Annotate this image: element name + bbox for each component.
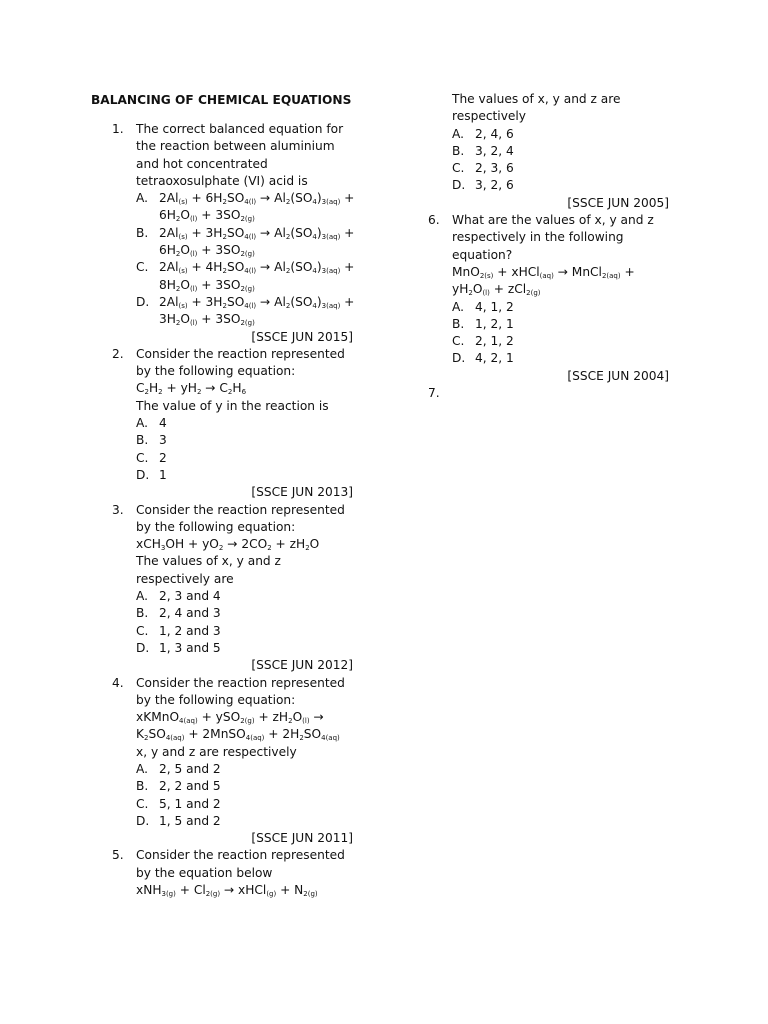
question-stem: Consider the reaction represented xyxy=(136,675,345,690)
option-a xyxy=(136,415,362,432)
question-stem: tetraoxosulphate (VI) acid is xyxy=(136,173,308,188)
option-text: 1, 2 and 3 xyxy=(159,623,221,638)
question-equation-continued: $K_2SO_{4(aq)}$ + 2MnSO$_{4(aq)}$ + $2H_2SO_{4(aq)}$ xyxy=(136,727,340,743)
question-number: 3. xyxy=(112,502,124,517)
right-column xyxy=(428,91,678,402)
option-letter: C. xyxy=(452,161,465,176)
question-equation-continued: $yH_2O_{(l)} + zCl_{2(g)}$ xyxy=(452,282,541,298)
option-letter: A. xyxy=(452,299,464,314)
option-text: 2, 2 and 5 xyxy=(159,779,221,794)
question-number: 1. xyxy=(112,122,124,136)
option-letter: B. xyxy=(452,316,465,331)
question-prompt: The values of x, y and z are xyxy=(452,92,621,106)
option-letter: D. xyxy=(136,640,150,655)
question-stem: equation? xyxy=(452,247,513,262)
option-text: 2, 1, 2 xyxy=(475,334,514,349)
question-prompt: x, y and z are respectively xyxy=(136,744,297,759)
question-equation: $C_2H_2 + yH_2 \to C_2H_6$ xyxy=(136,381,247,397)
exam-source: [SSCE JUN 2013] xyxy=(251,485,353,500)
option-a xyxy=(136,588,362,605)
option-text: 2, 3, 6 xyxy=(475,161,514,176)
question-6 xyxy=(428,212,678,385)
exam-source: [SSCE JUN 2011] xyxy=(251,831,353,846)
option-letter: D. xyxy=(452,351,466,366)
option-text: 1, 3 and 5 xyxy=(159,640,221,655)
option-equation-continued: $6H_2O_{(l)} + 3SO_{2(g)}$ xyxy=(159,208,255,224)
question-3 xyxy=(112,502,362,675)
question-5-continued xyxy=(428,91,678,212)
option-c xyxy=(452,333,678,350)
option-letter: A. xyxy=(136,761,148,776)
question-equation: $xNH_{3(g)} + Cl_{2(g)}$ → xHCl$_{(g)}$ + $N_{2(g)}$ xyxy=(136,883,318,899)
page-title: BALANCING OF CHEMICAL EQUATIONS xyxy=(91,93,352,107)
option-a xyxy=(452,126,678,143)
option-text: 3, 2, 4 xyxy=(475,143,514,158)
option-d xyxy=(136,813,362,830)
option-equation-continued: $8H_2O_{(l)} + 3SO_{2(g)}$ xyxy=(159,277,255,293)
question-stem: by the following equation: xyxy=(136,519,296,534)
option-c xyxy=(452,160,678,177)
question-number: 7. xyxy=(428,386,440,401)
question-stem: What are the values of x, y and z xyxy=(452,213,654,228)
question-number: 6. xyxy=(428,213,440,228)
question-equation: MnO$_{2(s)}$ + xHCl$_{(aq)}$ → MnCl$_{2(aq)}$ + xyxy=(452,264,635,280)
option-text: 1, 5 and 2 xyxy=(159,813,221,828)
option-letter: A. xyxy=(136,416,148,431)
option-d xyxy=(452,177,678,194)
option-b xyxy=(136,605,362,622)
option-equation: $2Al_{(s)} + 3H_2SO_{4(l)} \to Al_2(SO_4)_{3(aq)}$ + xyxy=(159,294,355,310)
question-equation: $xCH_3OH + yO_2 \to 2CO_2 + zH_2O$ xyxy=(136,537,320,553)
option-text: 2 xyxy=(159,450,167,465)
option-letter: D. xyxy=(136,813,150,828)
option-a xyxy=(136,761,362,778)
option-text: 4, 2, 1 xyxy=(475,351,514,366)
question-stem: The correct balanced equation for xyxy=(136,122,344,136)
option-b xyxy=(136,778,362,795)
option-letter: B. xyxy=(452,143,465,158)
question-2 xyxy=(112,346,362,502)
option-letter: C. xyxy=(136,260,149,275)
option-c xyxy=(136,796,362,813)
option-c xyxy=(136,450,362,467)
question-stem: and hot concentrated xyxy=(136,156,268,171)
option-text: 1, 2, 1 xyxy=(475,316,514,331)
option-letter: B. xyxy=(136,779,149,794)
option-text: 4 xyxy=(159,416,167,431)
option-b xyxy=(136,225,362,242)
question-number: 5. xyxy=(112,848,124,863)
option-d xyxy=(136,294,362,311)
option-letter: C. xyxy=(452,334,465,349)
option-text: 2, 4 and 3 xyxy=(159,606,221,621)
question-stem: by the following equation: xyxy=(136,692,296,707)
question-stem: respectively in the following xyxy=(452,230,624,245)
option-letter: C. xyxy=(136,623,149,638)
option-b xyxy=(452,316,678,333)
option-text: 2, 3 and 4 xyxy=(159,589,221,604)
question-number: 2. xyxy=(112,346,124,361)
option-letter: B. xyxy=(136,606,149,621)
option-text: 1 xyxy=(159,467,167,482)
exam-source: [SSCE JUN 2004] xyxy=(567,368,669,383)
exam-source: [SSCE JUN 2005] xyxy=(567,195,669,210)
question-prompt: respectively xyxy=(452,109,526,124)
question-stem: by the equation below xyxy=(136,865,273,880)
option-letter: D. xyxy=(452,178,466,193)
option-text: 5, 1 and 2 xyxy=(159,796,221,811)
left-column xyxy=(112,121,362,899)
question-stem: the reaction between aluminium xyxy=(136,139,335,154)
option-text: 3, 2, 6 xyxy=(475,178,514,193)
option-d xyxy=(136,467,362,484)
option-letter: A. xyxy=(136,191,148,206)
option-b xyxy=(452,143,678,160)
option-a xyxy=(136,190,362,207)
question-stem: Consider the reaction represented xyxy=(136,502,345,517)
option-text: 3 xyxy=(159,433,167,448)
exam-source: [SSCE JUN 2015] xyxy=(251,329,353,344)
option-a xyxy=(452,299,678,316)
question-number: 4. xyxy=(112,675,124,690)
option-letter: C. xyxy=(136,450,149,465)
option-letter: D. xyxy=(136,467,150,482)
question-4 xyxy=(112,675,362,848)
question-7 xyxy=(428,385,678,402)
option-equation: $2Al_{(s)} + 4H_2SO_{4(l)} \to Al_2(SO_4)_{3(aq)}$ + xyxy=(159,260,355,276)
option-c xyxy=(136,623,362,640)
option-text: 4, 1, 2 xyxy=(475,299,514,314)
question-prompt: The values of x, y and z xyxy=(136,554,281,569)
option-d xyxy=(452,350,678,367)
option-equation: $2Al_{(s)} + 3H_2SO_{4(l)} \to Al_2(SO_4)_{3(aq)}$ + xyxy=(159,225,355,241)
option-letter: A. xyxy=(136,589,148,604)
option-c xyxy=(136,259,362,276)
option-letter: B. xyxy=(136,225,149,240)
question-prompt: The value of y in the reaction is xyxy=(136,398,329,413)
question-1 xyxy=(112,121,362,346)
question-5 xyxy=(112,847,362,899)
question-stem: by the following equation: xyxy=(136,364,296,379)
option-b xyxy=(136,432,362,449)
option-letter: A. xyxy=(452,126,464,141)
option-d xyxy=(136,640,362,657)
option-letter: B. xyxy=(136,433,149,448)
question-stem: Consider the reaction represented xyxy=(136,848,345,863)
option-equation: $2Al_{(s)} + 6H_2SO_{4(l)} \to Al_2(SO_4)_{3(aq)}$ + xyxy=(159,191,355,207)
option-letter: C. xyxy=(136,796,149,811)
question-equation: xKMnO$_{4(aq)}$ + $ySO_{2(g)} + zH_2O_{(l)}$ → xyxy=(136,710,324,726)
question-stem: Consider the reaction represented xyxy=(136,346,345,361)
question-prompt: respectively are xyxy=(136,571,234,586)
option-equation-continued: $6H_2O_{(l)} + 3SO_{2(g)}$ xyxy=(159,243,255,259)
option-text: 2, 4, 6 xyxy=(475,126,514,141)
option-letter: D. xyxy=(136,294,150,309)
option-text: 2, 5 and 2 xyxy=(159,761,221,776)
exam-source: [SSCE JUN 2012] xyxy=(251,658,353,673)
option-equation-continued: $3H_2O_{(l)} + 3SO_{2(g)}$ xyxy=(159,312,255,328)
